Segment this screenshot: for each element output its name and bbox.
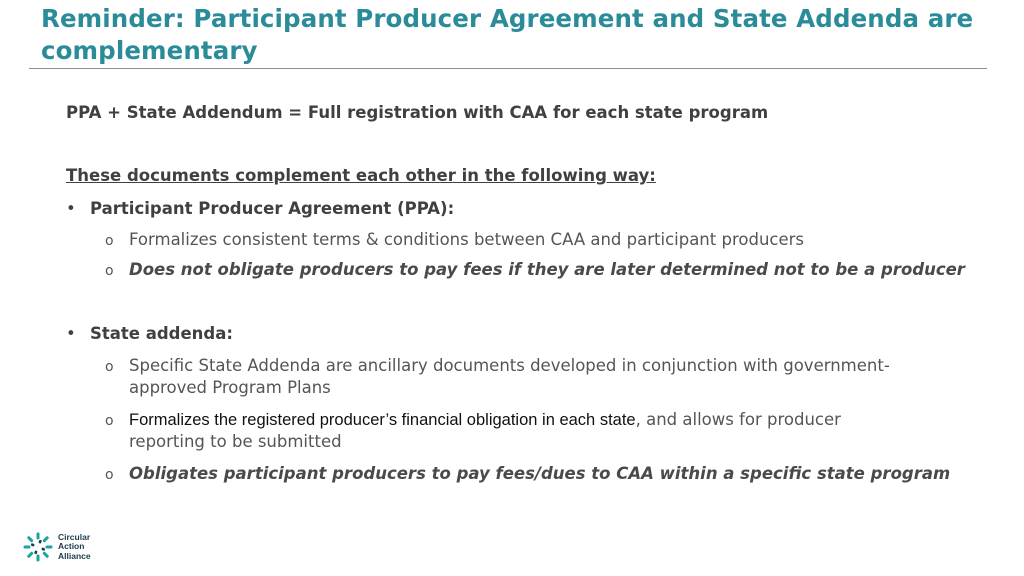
sub-bullet-marker: o xyxy=(105,413,114,429)
circular-action-alliance-logo-icon xyxy=(23,532,53,562)
logo-line: Action xyxy=(58,541,85,552)
list-item-text: Formalizes consistent terms & conditions between CAA and participant producers xyxy=(129,230,805,249)
list-item-text: Obligates participant producers to pay fees/dues to CAA within a specific state program xyxy=(129,464,951,483)
list-item-text: Specific State Addenda are ancillary documents developed in conjunction with government-approved Program Plans xyxy=(129,356,890,397)
slide-title: Reminder: Participant Producer Agreement and State Addenda are complementary xyxy=(41,4,974,65)
section-heading-ppa xyxy=(66,198,996,220)
intro-line: These documents complement each other in the following way: xyxy=(66,166,656,185)
bullet-marker: • xyxy=(66,199,76,218)
sub-bullet-marker: o xyxy=(105,233,114,249)
sub-bullet-marker: o xyxy=(105,359,114,375)
sub-bullet-marker: o xyxy=(105,263,114,279)
circular-action-alliance-logo xyxy=(23,532,91,562)
logo-line: Alliance xyxy=(58,550,91,561)
summary-line: PPA + State Addendum = Full registration with CAA for each state program xyxy=(66,103,769,122)
ppa-sub-list xyxy=(66,229,996,281)
list-item xyxy=(66,409,889,453)
list-item-highlight-text: Formalizes the registered producer’s financial obligation in each state xyxy=(129,411,636,429)
list-item xyxy=(66,229,996,251)
list-item xyxy=(66,355,959,399)
section-ppa xyxy=(66,198,996,281)
state-addenda-sub-list xyxy=(66,355,996,485)
list-item xyxy=(66,463,996,485)
sub-bullet-marker: o xyxy=(105,467,114,483)
list-item-text: , and allows for producer reporting to be submitted xyxy=(129,410,841,451)
logo-line: Circular xyxy=(58,531,91,542)
bullet-marker: • xyxy=(66,324,76,343)
section-heading-state-addenda xyxy=(66,323,996,345)
list-item-text: Does not obligate producers to pay fees if they are later determined not to be a producer xyxy=(129,260,965,279)
logo-wordmark xyxy=(58,533,91,562)
section-heading-label: State addenda: xyxy=(90,324,233,343)
list-item xyxy=(66,259,996,281)
section-state-addenda xyxy=(66,323,996,485)
section-heading-label: Participant Producer Agreement (PPA): xyxy=(90,199,455,218)
title-divider xyxy=(29,68,987,69)
